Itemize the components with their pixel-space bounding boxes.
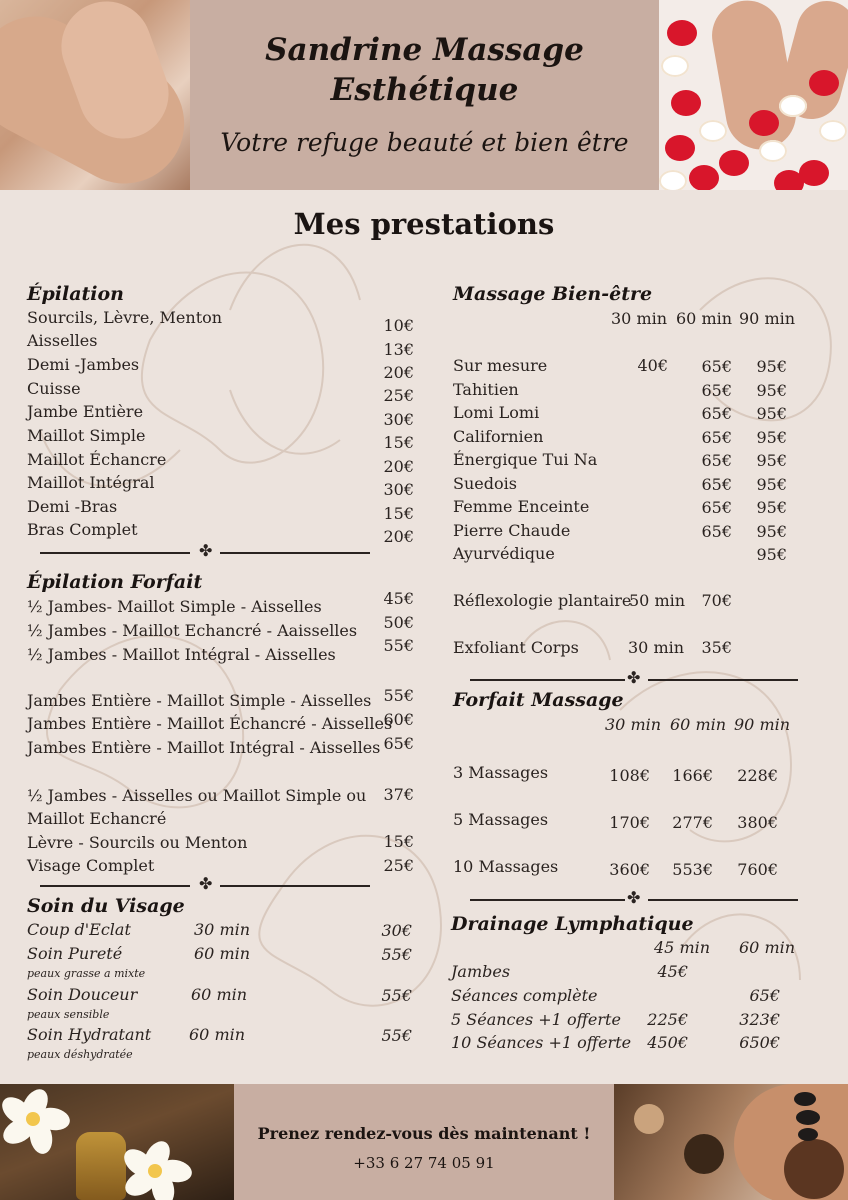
forfait-item-name: Jambes Entière - Maillot Échancré - Aisselles (27, 714, 393, 733)
massage-duration-60: 60 min (676, 309, 733, 328)
visage-item-duration: 60 min (189, 1025, 246, 1044)
drainage-item-name: Jambes (451, 962, 511, 981)
visage-item-note: peaux grasse a mixte (27, 967, 146, 980)
fm-duration-30: 30 min (605, 715, 662, 734)
feet-petals-photo (659, 0, 848, 190)
visage-item-duration: 60 min (194, 944, 251, 963)
epilation-item-price: 30€ (383, 410, 414, 429)
header (0, 0, 848, 190)
epilation-item-name: Jambe Entière (27, 402, 144, 421)
massage-price-90: 95€ (756, 451, 787, 470)
forfait-heading: Épilation Forfait (27, 571, 203, 593)
epilation-item-name: Maillot Échancre (27, 450, 167, 469)
forfait-item-price: 25€ (383, 856, 414, 875)
epilation-item-name: Sourcils, Lèvre, Menton (27, 308, 223, 327)
drainage-heading: Drainage Lymphatique (451, 913, 694, 935)
visage-item-price: 55€ (381, 945, 412, 964)
drainage-price-45: 225€ (647, 1010, 688, 1029)
forfait-item-name: ½ Jambes- Maillot Simple - Aisselles (27, 597, 322, 616)
fm-price-60: 277€ (672, 813, 713, 832)
hot-stone-photo (614, 1084, 848, 1200)
drainage-price-60: 650€ (739, 1033, 780, 1052)
drainage-item-name: 5 Séances +1 offerte (451, 1010, 621, 1029)
fm-price-30: 108€ (609, 766, 650, 785)
massage-price-30: 40€ (637, 356, 668, 375)
epilation-item-price: 20€ (383, 527, 414, 546)
massage-price-90: 95€ (756, 498, 787, 517)
brand-name (190, 30, 659, 110)
massage-item-name: Femme Enceinte (453, 497, 590, 516)
section-divider (470, 668, 800, 687)
section-divider (40, 874, 370, 893)
forfait-massage-item-name: 3 Massages (453, 763, 549, 782)
visage-item-note: peaux sensible (27, 1008, 110, 1021)
drainage-item-name: Séances complète (451, 986, 598, 1005)
tagline: Votre refuge beauté et bien être (220, 128, 629, 157)
ornament-icon: ✤ (199, 541, 213, 560)
epilation-item-price: 20€ (383, 457, 414, 476)
reflexo-duration: 50 min (629, 591, 686, 610)
forfait-item-price: 60€ (383, 710, 414, 729)
forfait-item-name: Jambes Entière - Maillot Simple - Aisselles (27, 691, 372, 710)
forfait-massage-item-name: 10 Massages (453, 857, 559, 876)
massage-item-name: Ayurvédique (453, 544, 555, 563)
cta-text: Prenez rendez-vous dès maintenant ! (257, 1124, 591, 1143)
fm-price-30: 170€ (609, 813, 650, 832)
massage-item-name: Lomi Lomi (453, 403, 540, 422)
massage-price-90: 95€ (756, 545, 787, 564)
massage-item-name: Suedois (453, 474, 517, 493)
visage-item-price: 55€ (381, 1026, 412, 1045)
epilation-item-price: 20€ (383, 363, 414, 382)
massage-price-90: 95€ (756, 404, 787, 423)
page-title: Mes prestations (293, 207, 555, 241)
visage-item-price: 30€ (381, 921, 412, 940)
epilation-item-name: Bras Complet (27, 520, 138, 539)
massage-price-60: 65€ (701, 428, 732, 447)
legs-photo (0, 0, 190, 190)
fm-price-90: 380€ (737, 813, 778, 832)
forfait-item-price: 50€ (383, 613, 414, 632)
drainage-price-60: 65€ (749, 986, 780, 1005)
forfait-item-price: 45€ (383, 589, 414, 608)
epilation-item-name: Aisselles (27, 331, 98, 350)
visage-item-name: Soin Pureté (27, 944, 123, 963)
massage-price-60: 65€ (701, 498, 732, 517)
fm-duration-60: 60 min (670, 715, 727, 734)
brand-line-2: Esthétique (330, 72, 519, 108)
massage-item-name: Énergique Tui Na (453, 450, 598, 469)
massage-price-60: 65€ (701, 522, 732, 541)
forfait-item-name: Jambes Entière - Maillot Intégral - Aisselles (27, 738, 381, 757)
forfait-item-name: Visage Complet (27, 856, 155, 875)
drainage-price-60: 323€ (739, 1010, 780, 1029)
epilation-item-name: Demi -Jambes (27, 355, 140, 374)
drainage-price-45: 450€ (647, 1033, 688, 1052)
spa-flowers-photo (0, 1084, 234, 1200)
massage-price-90: 95€ (756, 381, 787, 400)
massage-item-name: Tahitien (453, 380, 519, 399)
reflexo-name: Réflexologie plantaire (453, 591, 632, 610)
forfait-item-name: ½ Jambes - Aisselles ou Maillot Simple ou (27, 786, 367, 805)
fm-duration-90: 90 min (734, 715, 791, 734)
visage-item-name: Soin Hydratant (27, 1025, 152, 1044)
massage-price-60: 65€ (701, 451, 732, 470)
massage-price-60: 65€ (701, 357, 732, 376)
contact-panel (234, 1084, 614, 1200)
brand-line-1: Sandrine Massage (265, 32, 584, 68)
epilation-heading: Épilation (27, 283, 124, 305)
drainage-item-name: 10 Séances +1 offerte (451, 1033, 632, 1052)
fm-price-90: 228€ (737, 766, 778, 785)
phone-number[interactable]: +33 6 27 74 05 91 (353, 1154, 495, 1172)
forfait-item-price: 55€ (383, 686, 414, 705)
forfait-item-price: 55€ (383, 636, 414, 655)
exfoliant-name: Exfoliant Corps (453, 638, 579, 657)
massage-price-90: 95€ (756, 522, 787, 541)
epilation-item-name: Demi -Bras (27, 497, 118, 516)
visage-item-name: Coup d'Eclat (27, 920, 131, 939)
forfait-item-name: ½ Jambes - Maillot Echancré - Aaisselles (27, 621, 358, 640)
drainage-duration-60: 60 min (739, 938, 796, 957)
massage-item-name: Sur mesure (453, 356, 548, 375)
visage-item-price: 55€ (381, 986, 412, 1005)
forfait-item-name: Maillot Echancré (27, 809, 167, 828)
forfait-massage-heading: Forfait Massage (453, 689, 624, 711)
epilation-item-price: 15€ (383, 433, 414, 452)
massage-heading: Massage Bien-être (453, 283, 653, 305)
epilation-item-price: 25€ (383, 386, 414, 405)
ornament-icon: ✤ (627, 668, 641, 687)
epilation-item-price: 13€ (383, 340, 414, 359)
forfait-item-price: 65€ (383, 734, 414, 753)
massage-price-90: 95€ (756, 475, 787, 494)
massage-duration-90: 90 min (739, 309, 796, 328)
ornament-icon: ✤ (199, 874, 213, 893)
forfait-item-name: Lèvre - Sourcils ou Menton (27, 833, 248, 852)
massage-price-60: 65€ (701, 381, 732, 400)
section-divider (40, 541, 370, 560)
epilation-item-price: 30€ (383, 480, 414, 499)
fm-price-30: 360€ (609, 860, 650, 879)
drainage-price-45: 45€ (657, 962, 688, 981)
visage-heading: Soin du Visage (27, 895, 185, 917)
brand-panel (190, 0, 659, 190)
visage-item-duration: 60 min (191, 985, 248, 1004)
epilation-item-name: Maillot Simple (27, 426, 146, 445)
epilation-item-name: Maillot Intégral (27, 473, 155, 492)
forfait-item-name: ½ Jambes - Maillot Intégral - Aisselles (27, 645, 336, 664)
section-divider (470, 888, 800, 907)
massage-price-60: 65€ (701, 475, 732, 494)
visage-item-note: peaux déshydratée (27, 1048, 133, 1061)
exfoliant-duration: 30 min (628, 638, 685, 657)
massage-item-name: Pierre Chaude (453, 521, 571, 540)
epilation-item-price: 15€ (383, 504, 414, 523)
fm-price-60: 553€ (672, 860, 713, 879)
massage-price-60: 65€ (701, 404, 732, 423)
epilation-item-price: 10€ (383, 316, 414, 335)
visage-item-duration: 30 min (194, 920, 251, 939)
exfoliant-price: 35€ (701, 638, 732, 657)
massage-price-90: 95€ (756, 428, 787, 447)
reflexo-price: 70€ (701, 591, 732, 610)
drainage-duration-45: 45 min (654, 938, 711, 957)
visage-item-name: Soin Douceur (27, 985, 138, 1004)
ornament-icon: ✤ (627, 888, 641, 907)
fm-price-60: 166€ (672, 766, 713, 785)
forfait-item-price: 15€ (383, 832, 414, 851)
massage-price-90: 95€ (756, 357, 787, 376)
forfait-item-price: 37€ (383, 785, 414, 804)
massage-item-name: Californien (453, 427, 544, 446)
footer (0, 1084, 848, 1200)
fm-price-90: 760€ (737, 860, 778, 879)
epilation-item-name: Cuisse (27, 379, 81, 398)
forfait-massage-item-name: 5 Massages (453, 810, 549, 829)
massage-duration-30: 30 min (611, 309, 668, 328)
